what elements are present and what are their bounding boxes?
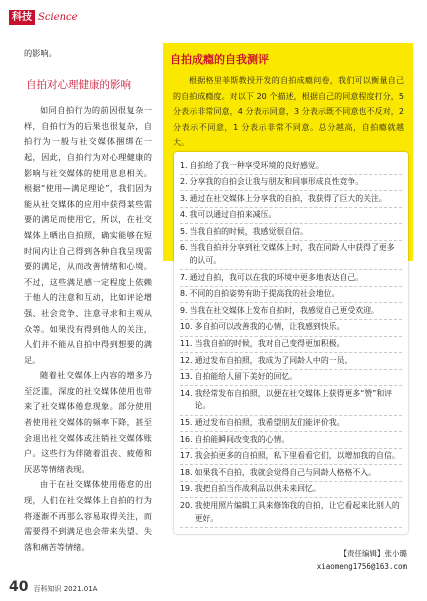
self-test-title: 自拍成瘾的自我测评: [170, 53, 269, 66]
item-number: 9.: [180, 305, 188, 315]
editor-email: xiaomeng1756@163.com: [316, 562, 407, 571]
questionnaire-item: [180, 353, 402, 370]
item-number: 19.: [180, 484, 193, 494]
questionnaire-item: [180, 465, 402, 482]
item-number: 15.: [180, 418, 193, 427]
questionnaire-item: [180, 386, 402, 415]
paragraph-1: 如同自拍行为的前因很复杂一样，自拍行为的后果也很复杂，自拍行为一般与社交媒体捆绑在一起，因此，自拍行为对心理健康的影响与社交媒体的使用息息相关。根据“使用—满足理论”，我们因为能从社交媒体的应用中获得某些需要的满足而使用它，所以，在社交媒体上晒出自拍照，确实能够在短时间内让自己得到各种自我呈现需要的满足，从而改善情绪和心境。不过，这些满足感一定程度上依赖于他人的注意和互动，比如评论增强、社会竞争、注意寻求和主观从众等。如果没有得到他人的关注，人们并不能从自拍中得到想要的满足。: [24, 105, 152, 365]
responsible-editor: 【责任编辑】张小璐: [339, 549, 407, 558]
item-number: 18.: [180, 467, 193, 477]
item-text: 通过发布自拍照，我成为了同龄人中的一员。: [194, 355, 353, 365]
item-text: 我把自拍当作战利品以供未来回忆。: [194, 484, 321, 494]
questionnaire-item: [180, 287, 402, 304]
item-number: 3.: [180, 193, 188, 203]
item-number: 7.: [180, 272, 188, 282]
item-text: 不同的自拍姿势有助于提高我的社会地位。: [189, 289, 340, 299]
questionnaire-list: [174, 152, 408, 534]
section-title: 自拍对心理健康的影响: [26, 78, 131, 91]
item-text: 自拍能瞬间改变我的心情。: [194, 434, 290, 444]
item-number: 12.: [180, 355, 193, 365]
page-number: 40: [9, 579, 29, 595]
questionnaire-item: [180, 208, 402, 225]
item-text: 多自拍可以改善我的心情，让我感到快乐。: [194, 322, 345, 332]
questionnaire-item: [180, 175, 402, 192]
item-number: 16.: [180, 434, 193, 444]
questionnaire-item: [180, 449, 402, 466]
item-text: 我使用照片编辑工具来修饰我的自拍，让它看起来比别人的更好。: [194, 500, 400, 523]
section-header: [9, 9, 78, 25]
item-number: 2.: [180, 177, 188, 187]
item-text: 当我自拍并分享到社交媒体上时，我在同龄人中获得了更多的认可。: [189, 243, 395, 266]
item-text: 我会拍更多的自拍照，私下里看看它们，以增加我的自信。: [194, 451, 400, 461]
item-text: 通过在社交媒体上分享我的自拍，我获得了巨大的关注。: [189, 193, 387, 203]
magazine-issue: 百科知识 2021.01A: [33, 585, 98, 593]
item-text: 自拍给了我一种享受环境的良好感觉。: [189, 160, 324, 170]
lead-text: 的影响。: [24, 48, 57, 58]
item-number: 17.: [180, 451, 193, 461]
item-text: 通过发布自拍照，我希望朋友们能评价我。: [194, 418, 345, 427]
left-column: [24, 46, 152, 555]
item-number: 8.: [180, 289, 188, 299]
item-text: 分享我的自拍会让我与朋友和同事形成良性竞争。: [189, 177, 364, 187]
questionnaire-item: [180, 337, 402, 354]
item-text: 当我在社交媒体上发布自拍时，我感觉自己更受欢迎。: [189, 305, 379, 315]
item-number: 4.: [180, 210, 188, 220]
item-number: 14.: [180, 388, 193, 398]
item-text: 当我自拍的时候，我感觉很自信。: [189, 226, 308, 236]
section-tag: 科技: [9, 10, 35, 25]
paragraph-3: 由于在社交媒体使用倦怠的出现，人们在社交媒体上自拍的行为将逐渐不再那么容易取得关注，而需要得不到满足也会带来失望、失落和痛苦等情绪。: [24, 479, 152, 552]
questionnaire-items: [174, 152, 408, 528]
questionnaire-item: [180, 498, 402, 527]
self-test-intro: 根据格里菲斯教授开发的自拍成瘾问卷，我们可以衡量自己的自拍成瘾度。对以下 20 个描述，根据自己的同意程度打分，5 分表示非常同意，4 分表示同意，3 分表示既不同意也不反对，2 分表示不同意，1 分表示非常不同意。总分越高，自拍瘾就越大。: [173, 76, 404, 148]
questionnaire-item: [180, 432, 402, 449]
questionnaire-item: [180, 416, 402, 433]
paragraph-2: 随着社交媒体上内容的增多乃至泛滥，深度的社交媒体使用也带来了社交媒体倦怠现象。部分使用者使用社交媒体的频率下降，甚至会退出社交媒体或注销社交媒体账户。这些行为伴随着沮丧、疲倦和厌恶等情绪表现。: [24, 370, 152, 474]
page-footer: [9, 579, 97, 595]
questionnaire-item: [180, 270, 402, 287]
item-text: 通过自拍，我可以在我的环境中更多地表达自己。: [189, 272, 364, 282]
item-number: 11.: [180, 339, 193, 349]
questionnaire-item: [180, 241, 402, 270]
item-text: 自拍能给人留下美好的回忆。: [194, 372, 298, 382]
item-text: 当我自拍的时候，我对自己变得更加积极。: [194, 339, 345, 349]
item-number: 5.: [180, 226, 188, 236]
item-number: 13.: [180, 372, 193, 382]
questionnaire-item: [180, 303, 402, 320]
questionnaire-item: [180, 482, 402, 499]
item-text: 如果我不自拍，我就会觉得自己与同龄人格格不入。: [194, 467, 377, 477]
questionnaire-item: [180, 224, 402, 241]
section-tag-english: Science: [38, 11, 78, 23]
questionnaire-item: [180, 320, 402, 337]
item-number: 20.: [180, 500, 193, 510]
item-text: 我经常发布自拍照，以便在社交媒体上获得更多“赞”和评论。: [194, 388, 393, 411]
item-text: 我可以通过自拍来减压。: [189, 210, 277, 220]
questionnaire-item: [180, 370, 402, 387]
item-number: 6.: [180, 243, 188, 253]
item-number: 1.: [180, 160, 188, 170]
questionnaire-item: [180, 191, 402, 208]
item-number: 10.: [180, 322, 193, 332]
questionnaire-item: [180, 158, 402, 175]
